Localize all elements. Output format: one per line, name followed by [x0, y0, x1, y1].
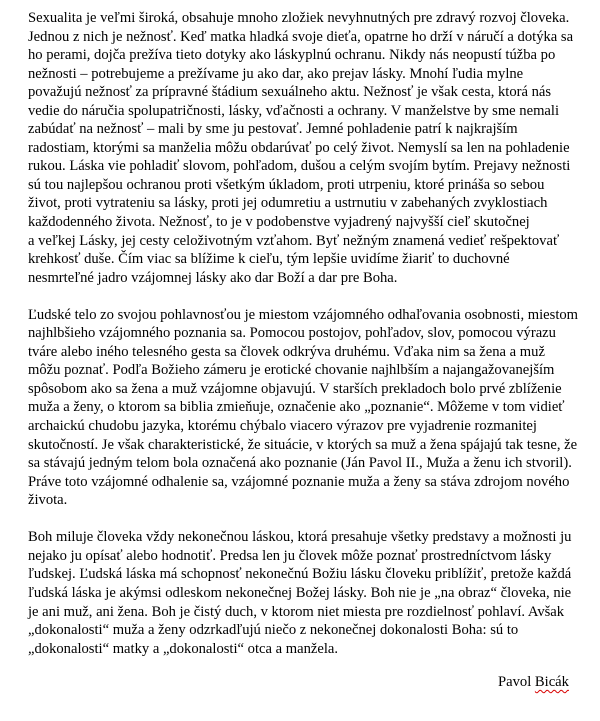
signature: [498, 673, 569, 691]
signature-first-name: Pavol: [498, 674, 532, 690]
text-line: nežnosti – potrebujeme a prežívame ju ako dar, ako prejav lásky. Mnohí ľudia mylne: [28, 65, 524, 82]
text-line: život, proti vytrateniu sa lásky, proti jej odumretiu a ustrnutiu v zabehaných zvyklostiach: [28, 195, 548, 212]
text-line: ľudskej. Ľudská láska má schopnosť nekonečnú Božiu lásku človeku priblížiť, pretože každá: [28, 566, 572, 583]
text-line: ho perami, dojča prežíva tieto dotyky ako láskyplnú ochranu. Nikdy nás neopustí túžba po: [28, 47, 556, 64]
text-line: Boh miluje človeka vždy nekonečnou láskou, ktorá presahuje všetky predstavy a možnosti ju: [28, 529, 572, 546]
document-body: [28, 9, 600, 658]
text-line: sa stávajú jedným telom bola označená ako poznanie (Ján Pavol II., Muža a ženu ich stvoril).: [28, 455, 572, 472]
paragraph-gap: [28, 287, 600, 306]
text-line: Sexualita je veľmi široká, obsahuje mnoho zložiek nevyhnutných pre zdravý rozvoj človeka.: [28, 10, 570, 26]
text-line: „dokonalosti“ matky a „dokonalosti“ otca a manžela.: [28, 640, 339, 657]
text-line: života.: [28, 492, 68, 509]
paragraph-3: [28, 528, 600, 658]
text-line: krehkosť duše. Čím viac sa blížime k cieľu, tým lepšie uvidíme žiariť to duchovné: [28, 251, 510, 268]
text-line: Práve toto vzájomné odhalenie sa, vzájomné poznanie muža a ženy sa stáva zdrojom nového: [28, 473, 570, 490]
text-line: spôsobom ako sa žena a muž vzájomne objavujú. V starších prekladoch bolo prvé zblíženie: [28, 380, 562, 397]
text-line: zabúdať na nežnosť – mali by sme ju pestovať. Jemné pohladenie patrí k najkrajším: [28, 121, 518, 138]
text-line: nesmrteľné jadro vzájomnej lásky ako dar Boží a dar pre Boha.: [28, 269, 398, 286]
text-line: nejako ju opísať alebo hodnotiť. Predsa len ju človek môže poznať prostredníctvom lásky: [28, 547, 552, 564]
text-line: radostiam, ktorými sa manželia môžu obdarúvať po celý život. Nemyslí sa len na pohladenie: [28, 139, 570, 156]
text-line: najhlbšieho vzájomného poznania sa. Pomocou postojov, pohľadov, slov, pomocou výrazu: [28, 325, 556, 342]
text-line: muža a ženy, o ktorom sa biblia zmieňuje, označenie ako „poznanie“. Môžeme v tom vidieť: [28, 399, 565, 416]
paragraph-1: [28, 9, 600, 287]
text-line: a veľkej Lásky, jej cesty celoživotným vzťahom. Byť nežným znamená vedieť rešpektovať: [28, 232, 560, 249]
text-line: považujú nežnosť za prípravné štádium sexuálneho aktu. Nežnosť je však cesta, ktorá nás: [28, 84, 552, 101]
text-line: rukou. Láska vie pohladiť slovom, pohľadom, dušou a celým svojím bytím. Prejavy nežnosti: [28, 158, 571, 175]
text-line: ľudská láska je akýmsi odleskom nekonečnej Božej lásky. Boh nie je „na obraz“ človeka, nie: [28, 584, 572, 601]
signature-last-name: Bicák: [534, 674, 569, 690]
text-line: skutočností. Je však charakteristické, že situácie, v ktorých sa muž a žena spájajú tak tesne, že: [28, 436, 578, 453]
paragraph-2: [28, 306, 600, 510]
text-line: sú tou najlepšou ochranou proti všetkým úkladom, proti utrpeniu, ktoré prináša so sebou: [28, 176, 545, 193]
text-line: Jednou z nich je nežnosť. Keď matka hladká svoje dieťa, opatrne ho drží v náručí a dotýka sa: [28, 28, 574, 45]
text-line: „dokonalosti“ muža a ženy odzrkadľujú niečo z nekonečnej dokonalosti Boha: sú to: [28, 622, 519, 639]
text-line: vedie do náručia spolupatričnosti, lásky, vďačnosti a ochrany. V manželstve by sme nemali: [28, 102, 560, 119]
text-line: archaickú chudobu jazyka, ktorému chýbalo viacero výrazov pre vyjadrenie rozmanitej: [28, 418, 537, 435]
text-line: môžu poznať. Podľa Božieho zámeru je erotické chovanie najhlbším a najangažovanejším: [28, 362, 555, 379]
text-line: je ani muž, ani žena. Boh je čistý duch, v ktorom niet miesta pre rozdielnosť pohlaví. Avšak: [28, 603, 565, 620]
text-line: každodenného života. Nežnosť, to je v podobenstve vyjadrený najvyšší cieľ skutočnej: [28, 214, 530, 231]
text-line: Ľudské telo zo svojou pohlavnosťou je miestom vzájomného odhaľovania osobnosti, miestom: [28, 306, 579, 323]
paragraph-gap: [28, 510, 600, 529]
text-line: tváre alebo iného telesného gesta sa človek odkrýva druhému. Vďaka nim sa žena a muž: [28, 343, 545, 360]
